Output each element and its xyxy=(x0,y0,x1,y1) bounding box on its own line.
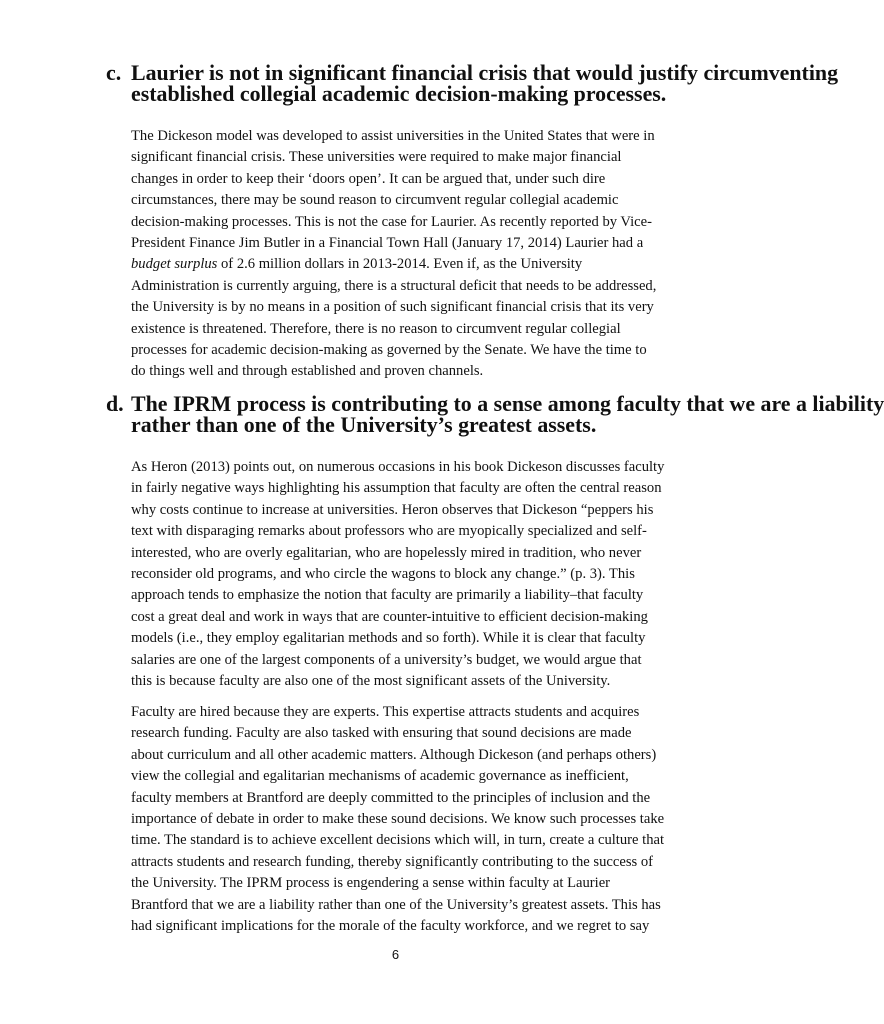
section-c-title xyxy=(131,60,839,107)
text-line: the University is by no means in a position of such significant financial crisis that its very xyxy=(131,299,654,316)
text-line: faculty members at Brantford are deeply committed to the principles of inclusion and the xyxy=(131,789,651,806)
text-line: this is because faculty are also one of the most significant assets of the University. xyxy=(131,673,611,690)
text-line: Brantford that we are a liability rather than one of the University’s greatest assets. This has xyxy=(131,896,661,913)
text-line: time. The standard is to achieve excellent decisions which will, in turn, create a culture that xyxy=(131,832,665,849)
text-line: existence is threatened. Therefore, there is no reason to circumvent regular collegial xyxy=(131,320,621,337)
text-line: why costs continue to increase at universities. Heron observes that Dickeson “peppers his xyxy=(131,501,654,518)
text-line: decision-making processes. This is not the case for Laurier. As recently reported by Vice- xyxy=(131,213,652,230)
text-line-with-emphasis xyxy=(131,254,687,275)
text-line: interested, who are overly egalitarian, who are hopelessly mired in tradition, who never xyxy=(131,544,642,561)
text-line: cost a great deal and work in ways that are counter-intuitive to efficient decision-making xyxy=(131,608,648,625)
section-c-label: c. xyxy=(106,60,122,85)
text-line: text with disparaging remarks about professors who are myopically specialized and self- xyxy=(131,523,647,540)
text-line: importance of debate in order to make these sound decisions. We know such processes take xyxy=(131,811,665,828)
text-line: models (i.e., they employ egalitarian methods and so forth). While it is clear that faculty xyxy=(131,630,646,647)
text-line: Faculty are hired because they are experts. This expertise attracts students and acquires xyxy=(131,704,640,720)
section-c-heading xyxy=(106,60,839,107)
text-line: changes in order to keep their ‘doors open’. It can be argued that, under such dire xyxy=(131,170,606,187)
text-line: research funding. Faculty are also tasked with ensuring that sound decisions are made xyxy=(131,725,632,742)
text-line: attracts students and research funding, thereby significantly contributing to the success of xyxy=(131,853,653,870)
section-c-title-line: established collegial academic decision-making processes. xyxy=(131,81,667,107)
text-line: circumstances, there may be sound reason to circumvent regular collegial academic xyxy=(131,192,619,209)
text-line: approach tends to emphasize the notion that faculty are primarily a liability–that faculty xyxy=(131,587,644,604)
section-d-label: d. xyxy=(106,391,124,416)
text-line: about curriculum and all other academic matters. Although Dickeson (and perhaps others) xyxy=(131,746,657,763)
section-d-paragraph-1 xyxy=(131,457,687,692)
section-c-title-line: Laurier is not in significant financial crisis that would justify circumventing xyxy=(131,60,839,85)
text-line: The Dickeson model was developed to assist universities in the United States that were in xyxy=(131,128,655,144)
text-line: the University. The IPRM process is engendering a sense within faculty at Laurier xyxy=(131,875,611,892)
emphasized-phrase: budget surplus xyxy=(131,256,218,273)
text-fragment: of 2.6 million dollars in 2013-2014. Even if, as the University xyxy=(217,256,583,273)
text-line: in fairly negative ways highlighting his assumption that faculty are often the central reason xyxy=(131,480,662,497)
section-d-title-line: The IPRM process is contributing to a sense among faculty that we are a liability xyxy=(131,391,884,416)
section-d-title xyxy=(131,391,884,438)
text-line: significant financial crisis. These universities were required to make major financial xyxy=(131,149,622,166)
text-line: reconsider old programs, and who circle the wagons to block any change.” (p. 3). This xyxy=(131,566,635,583)
text-line: salaries are one of the largest components of a university’s budget, we would argue that xyxy=(131,651,642,668)
text-line: view the collegial and egalitarian mechanisms of academic governance as inefficient, xyxy=(131,768,629,785)
page-number: 6 xyxy=(391,947,400,962)
text-line: Administration is currently arguing, there is a structural deficit that needs to be addressed, xyxy=(131,277,657,294)
section-c-paragraph xyxy=(131,126,687,383)
section-d-heading xyxy=(106,391,884,438)
text-line: President Finance Jim Butler in a Financial Town Hall (January 17, 2014) Laurier had a xyxy=(131,235,644,252)
section-d-title-line: rather than one of the University’s greatest assets. xyxy=(131,412,597,438)
text-line: processes for academic decision-making as governed by the Senate. We have the time to xyxy=(131,342,647,359)
section-d-paragraph-2 xyxy=(131,702,687,937)
text-line: do things well and through established and proven channels. xyxy=(131,363,484,380)
text-line: had significant implications for the morale of the faculty workforce, and we regret to say xyxy=(131,918,650,935)
text-line: As Heron (2013) points out, on numerous occasions in his book Dickeson discusses faculty xyxy=(131,459,665,475)
